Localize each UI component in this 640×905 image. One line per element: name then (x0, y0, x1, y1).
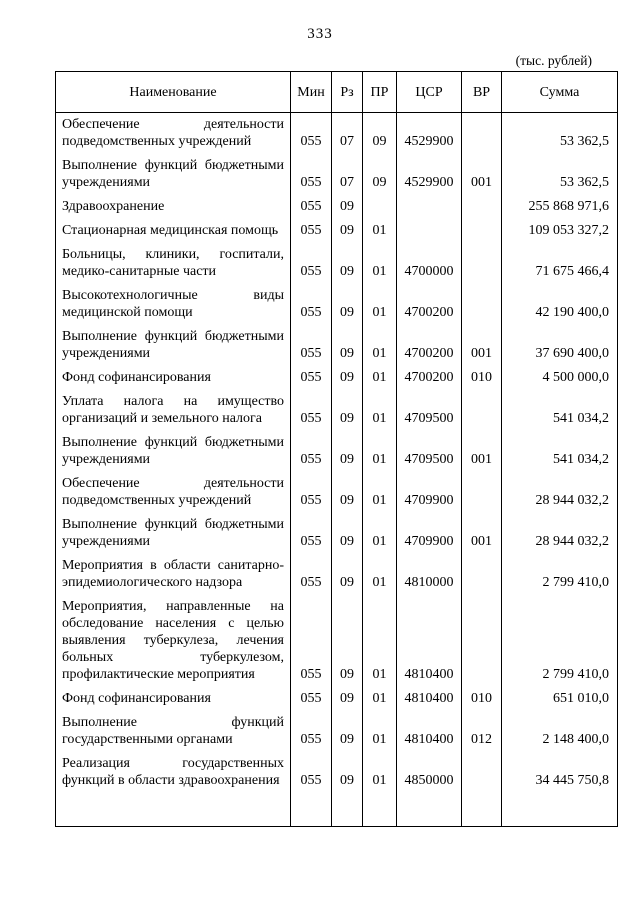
cell-name: Выполнение функций бюджетными учреждениями (56, 154, 291, 195)
cell-empty (56, 793, 291, 827)
cell-pr: 01 (363, 390, 397, 431)
cell-csr: 4810400 (397, 595, 462, 687)
cell-csr: 4529900 (397, 154, 462, 195)
cell-csr: 4709900 (397, 472, 462, 513)
cell-min: 055 (291, 711, 332, 752)
column-header-min: Мин (291, 72, 332, 113)
units-note: (тыс. рублей) (515, 53, 592, 68)
column-header-vr: ВР (462, 72, 502, 113)
cell-sum: 541 034,2 (502, 431, 618, 472)
cell-sum: 53 362,5 (502, 154, 618, 195)
cell-sum: 28 944 032,2 (502, 513, 618, 554)
cell-vr: 010 (462, 687, 502, 711)
cell-csr: 4529900 (397, 113, 462, 155)
cell-sum: 255 868 971,6 (502, 195, 618, 219)
table-row (56, 431, 618, 472)
column-header-sum: Сумма (502, 72, 618, 113)
cell-min: 055 (291, 284, 332, 325)
cell-vr (462, 472, 502, 513)
cell-min: 055 (291, 595, 332, 687)
cell-sum: 34 445 750,8 (502, 752, 618, 793)
cell-min: 055 (291, 472, 332, 513)
cell-min: 055 (291, 195, 332, 219)
table-row (56, 472, 618, 513)
cell-csr: 4810000 (397, 554, 462, 595)
column-header-rz: Рз (332, 72, 363, 113)
table-row (56, 513, 618, 554)
cell-sum: 37 690 400,0 (502, 325, 618, 366)
cell-vr: 012 (462, 711, 502, 752)
cell-sum: 42 190 400,0 (502, 284, 618, 325)
cell-name: Фонд софинансирования (56, 687, 291, 711)
cell-vr: 010 (462, 366, 502, 390)
cell-vr (462, 554, 502, 595)
cell-rz: 09 (332, 472, 363, 513)
cell-rz: 09 (332, 752, 363, 793)
cell-pr: 01 (363, 366, 397, 390)
table-row (56, 595, 618, 687)
cell-name: Здравоохранение (56, 195, 291, 219)
cell-name: Мероприятия, направленные на обследование населения с целью выявления туберкулеза, лечения больных туберкулезом, профилактические мероприятия (56, 595, 291, 687)
cell-name: Выполнение функций бюджетными учреждениями (56, 431, 291, 472)
cell-sum: 541 034,2 (502, 390, 618, 431)
cell-vr (462, 284, 502, 325)
cell-empty (363, 793, 397, 827)
cell-min: 055 (291, 687, 332, 711)
cell-min: 055 (291, 390, 332, 431)
table-row (56, 284, 618, 325)
table-row (56, 325, 618, 366)
cell-rz: 09 (332, 325, 363, 366)
cell-rz: 09 (332, 554, 363, 595)
cell-csr: 4700200 (397, 284, 462, 325)
cell-min: 055 (291, 752, 332, 793)
cell-vr: 001 (462, 431, 502, 472)
cell-name: Больницы, клиники, госпитали, медико-санитарные части (56, 243, 291, 284)
cell-rz: 09 (332, 687, 363, 711)
cell-vr (462, 390, 502, 431)
budget-table-body (56, 113, 618, 827)
cell-name: Реализация государственных функций в области здравоохранения (56, 752, 291, 793)
cell-name: Выполнение функций государственными органами (56, 711, 291, 752)
cell-name: Высокотехнологичные виды медицинской помощи (56, 284, 291, 325)
cell-min: 055 (291, 219, 332, 243)
cell-name: Обеспечение деятельности подведомственных учреждений (56, 113, 291, 155)
cell-vr (462, 219, 502, 243)
cell-pr: 01 (363, 752, 397, 793)
cell-min: 055 (291, 431, 332, 472)
cell-min: 055 (291, 513, 332, 554)
cell-name: Уплата налога на имущество организаций и земельного налога (56, 390, 291, 431)
cell-sum: 109 053 327,2 (502, 219, 618, 243)
cell-vr: 001 (462, 154, 502, 195)
column-header-csr: ЦСР (397, 72, 462, 113)
cell-csr (397, 219, 462, 243)
cell-csr: 4700200 (397, 325, 462, 366)
cell-vr (462, 113, 502, 155)
cell-rz: 09 (332, 195, 363, 219)
cell-csr (397, 195, 462, 219)
cell-sum: 53 362,5 (502, 113, 618, 155)
table-row (56, 390, 618, 431)
cell-pr: 09 (363, 154, 397, 195)
table-row (56, 154, 618, 195)
cell-csr: 4850000 (397, 752, 462, 793)
cell-rz: 09 (332, 711, 363, 752)
cell-rz: 09 (332, 431, 363, 472)
column-header-name: Наименование (56, 72, 291, 113)
cell-empty (462, 793, 502, 827)
table-row (56, 219, 618, 243)
cell-name: Обеспечение деятельности подведомственных учреждений (56, 472, 291, 513)
cell-sum: 651 010,0 (502, 687, 618, 711)
cell-pr: 01 (363, 711, 397, 752)
column-header-pr: ПР (363, 72, 397, 113)
table-row (56, 752, 618, 793)
cell-min: 055 (291, 113, 332, 155)
table-row (56, 243, 618, 284)
cell-rz: 09 (332, 284, 363, 325)
table-row-empty (56, 793, 618, 827)
cell-min: 055 (291, 554, 332, 595)
cell-sum: 2 148 400,0 (502, 711, 618, 752)
cell-empty (291, 793, 332, 827)
cell-sum: 2 799 410,0 (502, 554, 618, 595)
cell-sum: 28 944 032,2 (502, 472, 618, 513)
budget-table (55, 71, 618, 827)
cell-vr (462, 752, 502, 793)
cell-min: 055 (291, 243, 332, 284)
table-row (56, 554, 618, 595)
page-number: 333 (307, 26, 333, 42)
cell-rz: 09 (332, 366, 363, 390)
table-row (56, 366, 618, 390)
cell-sum: 71 675 466,4 (502, 243, 618, 284)
cell-sum: 2 799 410,0 (502, 595, 618, 687)
cell-vr: 001 (462, 513, 502, 554)
table-header-row (56, 72, 618, 113)
cell-name: Выполнение функций бюджетными учреждениями (56, 325, 291, 366)
cell-pr: 01 (363, 595, 397, 687)
cell-empty (397, 793, 462, 827)
cell-name: Фонд софинансирования (56, 366, 291, 390)
cell-rz: 09 (332, 390, 363, 431)
cell-pr: 01 (363, 554, 397, 595)
cell-rz: 07 (332, 154, 363, 195)
budget-table-head (56, 72, 618, 113)
cell-vr (462, 195, 502, 219)
cell-rz: 09 (332, 219, 363, 243)
cell-rz: 09 (332, 513, 363, 554)
cell-min: 055 (291, 366, 332, 390)
cell-vr: 001 (462, 325, 502, 366)
cell-empty (332, 793, 363, 827)
table-row (56, 687, 618, 711)
cell-pr: 01 (363, 284, 397, 325)
cell-csr: 4709500 (397, 431, 462, 472)
table-row (56, 113, 618, 155)
cell-pr: 01 (363, 431, 397, 472)
cell-pr: 01 (363, 472, 397, 513)
cell-csr: 4700000 (397, 243, 462, 284)
cell-empty (502, 793, 618, 827)
cell-pr: 09 (363, 113, 397, 155)
cell-name: Выполнение функций бюджетными учреждениями (56, 513, 291, 554)
cell-csr: 4700200 (397, 366, 462, 390)
cell-name: Мероприятия в области санитарно-эпидемиологического надзора (56, 554, 291, 595)
cell-vr (462, 595, 502, 687)
cell-rz: 07 (332, 113, 363, 155)
cell-rz: 09 (332, 595, 363, 687)
cell-vr (462, 243, 502, 284)
cell-csr: 4810400 (397, 687, 462, 711)
table-row (56, 195, 618, 219)
cell-min: 055 (291, 325, 332, 366)
cell-min: 055 (291, 154, 332, 195)
cell-pr: 01 (363, 513, 397, 554)
cell-pr: 01 (363, 243, 397, 284)
cell-pr: 01 (363, 219, 397, 243)
cell-rz: 09 (332, 243, 363, 284)
cell-pr: 01 (363, 325, 397, 366)
cell-csr: 4709500 (397, 390, 462, 431)
cell-pr: 01 (363, 687, 397, 711)
cell-pr (363, 195, 397, 219)
cell-sum: 4 500 000,0 (502, 366, 618, 390)
table-row (56, 711, 618, 752)
cell-csr: 4810400 (397, 711, 462, 752)
cell-name: Стационарная медицинская помощь (56, 219, 291, 243)
cell-csr: 4709900 (397, 513, 462, 554)
